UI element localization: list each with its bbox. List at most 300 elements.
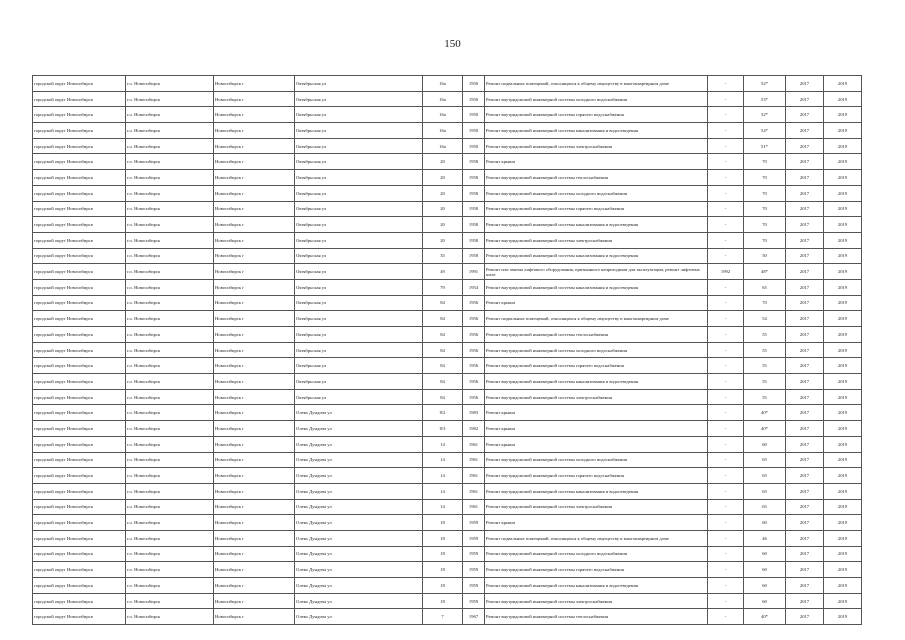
municipality-cell: городской округ Новосибирск bbox=[33, 374, 126, 390]
work-type-cell: Ремонт подвальных помещений, относящихся к общему имуществу в многоквартирном доме bbox=[485, 311, 708, 327]
work-type-cell: Ремонт крыши bbox=[485, 421, 708, 437]
house-number-cell: 18 bbox=[423, 562, 463, 578]
plan-start-year-cell: 2017 bbox=[786, 436, 824, 452]
table-row bbox=[33, 515, 862, 531]
build-year-cell: 1959 bbox=[463, 562, 485, 578]
work-type-cell: Ремонт внутридомовой инженерной системы теплоснабжения bbox=[485, 327, 708, 343]
street-cell: Олеко Дундича ул bbox=[295, 452, 423, 468]
lift-year-cell: - bbox=[708, 546, 744, 562]
house-number-cell: 84 bbox=[423, 358, 463, 374]
build-year-cell: 1956 bbox=[463, 342, 485, 358]
work-type-cell: Ремонт внутридомовой инженерной системы канализования и водоотведения bbox=[485, 123, 708, 139]
plan-start-year-cell: 2017 bbox=[786, 76, 824, 92]
build-year-cell: 1959 bbox=[463, 530, 485, 546]
municipality-cell: городской округ Новосибирск bbox=[33, 342, 126, 358]
municipality-cell: городской округ Новосибирск bbox=[33, 483, 126, 499]
build-year-cell: 1959 bbox=[463, 578, 485, 594]
wear-percent-cell: 65 bbox=[744, 499, 786, 515]
lift-year-cell: - bbox=[708, 232, 744, 248]
city-cell: Новосибирск г bbox=[214, 515, 295, 531]
build-year-cell: 1950 bbox=[463, 107, 485, 123]
municipality-cell: городской округ Новосибирск bbox=[33, 185, 126, 201]
district-cell: г.о. Новосибирск bbox=[126, 546, 214, 562]
work-type-cell: Ремонт внутридомовой инженерной системы холодного водоснабжения bbox=[485, 546, 708, 562]
city-cell: Новосибирск г bbox=[214, 154, 295, 170]
municipality-cell: городской округ Новосибирск bbox=[33, 452, 126, 468]
table-row bbox=[33, 578, 862, 594]
street-cell: Олеко Дундича ул bbox=[295, 468, 423, 484]
street-cell: Олеко Дундича ул bbox=[295, 578, 423, 594]
plan-end-year-cell: 2019 bbox=[824, 530, 862, 546]
district-cell: г.о. Новосибирск bbox=[126, 405, 214, 421]
work-type-cell: Ремонт внутридомовой инженерной системы канализования и водоотведения bbox=[485, 578, 708, 594]
municipality-cell: городской округ Новосибирск bbox=[33, 358, 126, 374]
plan-start-year-cell: 2017 bbox=[786, 232, 824, 248]
municipality-cell: городской округ Новосибирск bbox=[33, 264, 126, 280]
page-number: 150 bbox=[444, 38, 461, 50]
build-year-cell: 1958 bbox=[463, 170, 485, 186]
house-number-cell: 84 bbox=[423, 342, 463, 358]
table-row bbox=[33, 546, 862, 562]
plan-start-year-cell: 2017 bbox=[786, 374, 824, 390]
municipality-cell: городской округ Новосибирск bbox=[33, 436, 126, 452]
municipality-cell: городской округ Новосибирск bbox=[33, 578, 126, 594]
wear-percent-cell: 46 bbox=[744, 530, 786, 546]
house-number-cell: 14 bbox=[423, 483, 463, 499]
house-number-cell: 35 bbox=[423, 248, 463, 264]
plan-start-year-cell: 2017 bbox=[786, 609, 824, 625]
street-cell: Олеко Дундича ул bbox=[295, 499, 423, 515]
city-cell: Новосибирск г bbox=[214, 499, 295, 515]
city-cell: Новосибирск г bbox=[214, 201, 295, 217]
build-year-cell: 1956 bbox=[463, 389, 485, 405]
plan-end-year-cell: 2019 bbox=[824, 107, 862, 123]
plan-end-year-cell: 2019 bbox=[824, 389, 862, 405]
district-cell: г.о. Новосибирск bbox=[126, 232, 214, 248]
lift-year-cell: - bbox=[708, 248, 744, 264]
table-row bbox=[33, 389, 862, 405]
house-number-cell: 84 bbox=[423, 374, 463, 390]
house-number-cell: 16а bbox=[423, 107, 463, 123]
work-type-cell: Ремонт крыши bbox=[485, 295, 708, 311]
plan-end-year-cell: 2019 bbox=[824, 264, 862, 280]
lift-year-cell: - bbox=[708, 342, 744, 358]
street-cell: Октябрьская ул bbox=[295, 327, 423, 343]
street-cell: Октябрьская ул bbox=[295, 201, 423, 217]
work-type-cell: Ремонт подвальных помещений, относящихся к общему имуществу в многоквартирном доме bbox=[485, 530, 708, 546]
plan-end-year-cell: 2019 bbox=[824, 452, 862, 468]
wear-percent-cell: 70 bbox=[744, 154, 786, 170]
work-type-cell: Ремонт внутридомовой инженерной системы теплоснабжения bbox=[485, 170, 708, 186]
wear-percent-cell: 70 bbox=[744, 201, 786, 217]
build-year-cell: 1961 bbox=[463, 452, 485, 468]
municipality-cell: городской округ Новосибирск bbox=[33, 154, 126, 170]
work-type-cell: Ремонт крыши bbox=[485, 515, 708, 531]
plan-start-year-cell: 2017 bbox=[786, 264, 824, 280]
district-cell: г.о. Новосибирск bbox=[126, 185, 214, 201]
table-row bbox=[33, 483, 862, 499]
wear-percent-cell: 55 bbox=[744, 389, 786, 405]
street-cell: Олеко Дундича ул bbox=[295, 421, 423, 437]
lift-year-cell: - bbox=[708, 154, 744, 170]
work-type-cell: Ремонт крыши bbox=[485, 436, 708, 452]
plan-end-year-cell: 2019 bbox=[824, 217, 862, 233]
wear-percent-cell: 53* bbox=[744, 91, 786, 107]
district-cell: г.о. Новосибирск bbox=[126, 358, 214, 374]
work-type-cell: Ремонт внутридомовой инженерной системы канализования и водоотведения bbox=[485, 217, 708, 233]
plan-end-year-cell: 2019 bbox=[824, 76, 862, 92]
street-cell: Олеко Дундича ул bbox=[295, 483, 423, 499]
table-row bbox=[33, 248, 862, 264]
street-cell: Олеко Дундича ул bbox=[295, 405, 423, 421]
plan-end-year-cell: 2019 bbox=[824, 374, 862, 390]
lift-year-cell: - bbox=[708, 138, 744, 154]
street-cell: Октябрьская ул bbox=[295, 279, 423, 295]
municipality-cell: городской округ Новосибирск bbox=[33, 468, 126, 484]
plan-end-year-cell: 2019 bbox=[824, 311, 862, 327]
plan-start-year-cell: 2017 bbox=[786, 217, 824, 233]
plan-end-year-cell: 2019 bbox=[824, 327, 862, 343]
wear-percent-cell: 40* bbox=[744, 609, 786, 625]
plan-start-year-cell: 2017 bbox=[786, 483, 824, 499]
lift-year-cell: - bbox=[708, 76, 744, 92]
street-cell: Октябрьская ул bbox=[295, 232, 423, 248]
house-number-cell: 20 bbox=[423, 217, 463, 233]
plan-end-year-cell: 2019 bbox=[824, 578, 862, 594]
plan-start-year-cell: 2017 bbox=[786, 389, 824, 405]
city-cell: Новосибирск г bbox=[214, 609, 295, 625]
city-cell: Новосибирск г bbox=[214, 311, 295, 327]
lift-year-cell: - bbox=[708, 279, 744, 295]
wear-percent-cell: 54 bbox=[744, 311, 786, 327]
build-year-cell: 1959 bbox=[463, 515, 485, 531]
table-row bbox=[33, 358, 862, 374]
lift-year-cell: - bbox=[708, 483, 744, 499]
street-cell: Олеко Дундича ул bbox=[295, 546, 423, 562]
work-type-cell: Ремонт подвальных помещений, относящихся к общему имуществу в многоквартирном доме bbox=[485, 76, 708, 92]
street-cell: Октябрьская ул bbox=[295, 374, 423, 390]
street-cell: Олеко Дундича ул bbox=[295, 515, 423, 531]
district-cell: г.о. Новосибирск bbox=[126, 499, 214, 515]
wear-percent-cell: 60 bbox=[744, 546, 786, 562]
plan-end-year-cell: 2019 bbox=[824, 154, 862, 170]
plan-start-year-cell: 2017 bbox=[786, 515, 824, 531]
city-cell: Новосибирск г bbox=[214, 421, 295, 437]
house-number-cell: 14 bbox=[423, 436, 463, 452]
municipality-cell: городской округ Новосибирск bbox=[33, 327, 126, 343]
work-type-cell: Ремонт внутридомовой инженерной системы горячего водоснабжения bbox=[485, 468, 708, 484]
municipality-cell: городской округ Новосибирск bbox=[33, 107, 126, 123]
street-cell: Олеко Дундича ул bbox=[295, 562, 423, 578]
district-cell: г.о. Новосибирск bbox=[126, 154, 214, 170]
build-year-cell: 1982 bbox=[463, 421, 485, 437]
city-cell: Новосибирск г bbox=[214, 405, 295, 421]
plan-end-year-cell: 2019 bbox=[824, 232, 862, 248]
house-number-cell: 84 bbox=[423, 327, 463, 343]
lift-year-cell: - bbox=[708, 123, 744, 139]
plan-end-year-cell: 2019 bbox=[824, 499, 862, 515]
house-number-cell: 14 bbox=[423, 468, 463, 484]
work-type-cell: Ремонт крыши bbox=[485, 405, 708, 421]
house-number-cell: 18 bbox=[423, 530, 463, 546]
table-row bbox=[33, 405, 862, 421]
district-cell: г.о. Новосибирск bbox=[126, 578, 214, 594]
plan-start-year-cell: 2017 bbox=[786, 107, 824, 123]
street-cell: Октябрьская ул bbox=[295, 311, 423, 327]
lift-year-cell: - bbox=[708, 578, 744, 594]
district-cell: г.о. Новосибирск bbox=[126, 342, 214, 358]
city-cell: Новосибирск г bbox=[214, 107, 295, 123]
municipality-cell: городской округ Новосибирск bbox=[33, 91, 126, 107]
district-cell: г.о. Новосибирск bbox=[126, 436, 214, 452]
city-cell: Новосибирск г bbox=[214, 452, 295, 468]
street-cell: Октябрьская ул bbox=[295, 76, 423, 92]
plan-start-year-cell: 2017 bbox=[786, 170, 824, 186]
table-row bbox=[33, 185, 862, 201]
municipality-cell: городской округ Новосибирск bbox=[33, 515, 126, 531]
lift-year-cell: - bbox=[708, 107, 744, 123]
city-cell: Новосибирск г bbox=[214, 389, 295, 405]
plan-end-year-cell: 2019 bbox=[824, 138, 862, 154]
build-year-cell: 1958 bbox=[463, 217, 485, 233]
plan-start-year-cell: 2017 bbox=[786, 405, 824, 421]
table-row bbox=[33, 593, 862, 609]
house-number-cell: 8/2 bbox=[423, 405, 463, 421]
wear-percent-cell: 70 bbox=[744, 170, 786, 186]
municipality-cell: городской округ Новосибирск bbox=[33, 170, 126, 186]
wear-percent-cell: 48* bbox=[744, 264, 786, 280]
house-number-cell: 84 bbox=[423, 389, 463, 405]
wear-percent-cell: 65 bbox=[744, 452, 786, 468]
table-row bbox=[33, 264, 862, 280]
lift-year-cell: - bbox=[708, 295, 744, 311]
city-cell: Новосибирск г bbox=[214, 327, 295, 343]
house-number-cell: 18 bbox=[423, 578, 463, 594]
street-cell: Октябрьская ул bbox=[295, 138, 423, 154]
lift-year-cell: - bbox=[708, 499, 744, 515]
lift-year-cell: - bbox=[708, 452, 744, 468]
street-cell: Октябрьская ул bbox=[295, 217, 423, 233]
plan-end-year-cell: 2019 bbox=[824, 185, 862, 201]
municipality-cell: городской округ Новосибирск bbox=[33, 405, 126, 421]
plan-end-year-cell: 2019 bbox=[824, 358, 862, 374]
work-type-cell: Ремонт или замена лифтового оборудования, признанного непригодным для эксплуатации, ремонт лифтовых шахт bbox=[485, 264, 708, 280]
house-number-cell: 79 bbox=[423, 279, 463, 295]
build-year-cell: 1950 bbox=[463, 138, 485, 154]
district-cell: г.о. Новосибирск bbox=[126, 483, 214, 499]
district-cell: г.о. Новосибирск bbox=[126, 217, 214, 233]
table-row bbox=[33, 530, 862, 546]
table-row bbox=[33, 154, 862, 170]
municipality-cell: городской округ Новосибирск bbox=[33, 311, 126, 327]
plan-end-year-cell: 2019 bbox=[824, 405, 862, 421]
city-cell: Новосибирск г bbox=[214, 530, 295, 546]
wear-percent-cell: 60 bbox=[744, 593, 786, 609]
wear-percent-cell: 60 bbox=[744, 578, 786, 594]
wear-percent-cell: 55 bbox=[744, 374, 786, 390]
table-row bbox=[33, 499, 862, 515]
municipality-cell: городской округ Новосибирск bbox=[33, 609, 126, 625]
wear-percent-cell: 60 bbox=[744, 436, 786, 452]
municipality-cell: городской округ Новосибирск bbox=[33, 232, 126, 248]
city-cell: Новосибирск г bbox=[214, 358, 295, 374]
plan-end-year-cell: 2019 bbox=[824, 123, 862, 139]
build-year-cell: 1956 bbox=[463, 311, 485, 327]
city-cell: Новосибирск г bbox=[214, 593, 295, 609]
municipality-cell: городской округ Новосибирск bbox=[33, 295, 126, 311]
district-cell: г.о. Новосибирск bbox=[126, 295, 214, 311]
plan-start-year-cell: 2017 bbox=[786, 593, 824, 609]
district-cell: г.о. Новосибирск bbox=[126, 311, 214, 327]
house-number-cell: 20 bbox=[423, 232, 463, 248]
lift-year-cell: - bbox=[708, 515, 744, 531]
build-year-cell: 1950 bbox=[463, 76, 485, 92]
city-cell: Новосибирск г bbox=[214, 76, 295, 92]
city-cell: Новосибирск г bbox=[214, 138, 295, 154]
city-cell: Новосибирск г bbox=[214, 483, 295, 499]
wear-percent-cell: 65 bbox=[744, 279, 786, 295]
municipality-cell: городской округ Новосибирск bbox=[33, 217, 126, 233]
plan-start-year-cell: 2017 bbox=[786, 201, 824, 217]
city-cell: Новосибирск г bbox=[214, 217, 295, 233]
work-type-cell: Ремонт внутридомовой инженерной системы канализования и водоотведения bbox=[485, 279, 708, 295]
district-cell: г.о. Новосибирск bbox=[126, 76, 214, 92]
works-table-container bbox=[32, 75, 862, 625]
city-cell: Новосибирск г bbox=[214, 91, 295, 107]
district-cell: г.о. Новосибирск bbox=[126, 107, 214, 123]
district-cell: г.о. Новосибирск bbox=[126, 530, 214, 546]
plan-start-year-cell: 2017 bbox=[786, 91, 824, 107]
district-cell: г.о. Новосибирск bbox=[126, 201, 214, 217]
wear-percent-cell: 70 bbox=[744, 232, 786, 248]
lift-year-cell: - bbox=[708, 374, 744, 390]
wear-percent-cell: 50 bbox=[744, 248, 786, 264]
district-cell: г.о. Новосибирск bbox=[126, 123, 214, 139]
plan-end-year-cell: 2019 bbox=[824, 421, 862, 437]
house-number-cell: 20 bbox=[423, 185, 463, 201]
plan-start-year-cell: 2017 bbox=[786, 530, 824, 546]
work-type-cell: Ремонт внутридомовой инженерной системы электроснабжения bbox=[485, 389, 708, 405]
district-cell: г.о. Новосибирск bbox=[126, 593, 214, 609]
plan-end-year-cell: 2019 bbox=[824, 546, 862, 562]
build-year-cell: 1958 bbox=[463, 185, 485, 201]
work-type-cell: Ремонт внутридомовой инженерной системы холодного водоснабжения bbox=[485, 185, 708, 201]
wear-percent-cell: 70 bbox=[744, 185, 786, 201]
lift-year-cell: - bbox=[708, 436, 744, 452]
street-cell: Октябрьская ул bbox=[295, 170, 423, 186]
lift-year-cell: - bbox=[708, 91, 744, 107]
plan-start-year-cell: 2017 bbox=[786, 546, 824, 562]
lift-year-cell: - bbox=[708, 170, 744, 186]
district-cell: г.о. Новосибирск bbox=[126, 421, 214, 437]
street-cell: Октябрьская ул bbox=[295, 185, 423, 201]
municipality-cell: городской округ Новосибирск bbox=[33, 389, 126, 405]
house-number-cell: 18 bbox=[423, 593, 463, 609]
lift-year-cell: 1992 bbox=[708, 264, 744, 280]
city-cell: Новосибирск г bbox=[214, 342, 295, 358]
plan-end-year-cell: 2019 bbox=[824, 515, 862, 531]
district-cell: г.о. Новосибирск bbox=[126, 374, 214, 390]
house-number-cell: 7 bbox=[423, 609, 463, 625]
plan-start-year-cell: 2017 bbox=[786, 499, 824, 515]
lift-year-cell: - bbox=[708, 421, 744, 437]
house-number-cell: 8/3 bbox=[423, 421, 463, 437]
street-cell: Октябрьская ул bbox=[295, 389, 423, 405]
work-type-cell: Ремонт внутридомовой инженерной системы холодного водоснабжения bbox=[485, 452, 708, 468]
plan-start-year-cell: 2017 bbox=[786, 185, 824, 201]
lift-year-cell: - bbox=[708, 311, 744, 327]
wear-percent-cell: 70 bbox=[744, 295, 786, 311]
wear-percent-cell: 65 bbox=[744, 483, 786, 499]
house-number-cell: 16а bbox=[423, 91, 463, 107]
municipality-cell: городской округ Новосибирск bbox=[33, 593, 126, 609]
build-year-cell: 1956 bbox=[463, 358, 485, 374]
table-row bbox=[33, 232, 862, 248]
work-type-cell: Ремонт внутридомовой инженерной системы электроснабжения bbox=[485, 499, 708, 515]
plan-start-year-cell: 2017 bbox=[786, 562, 824, 578]
city-cell: Новосибирск г bbox=[214, 578, 295, 594]
district-cell: г.о. Новосибирск bbox=[126, 279, 214, 295]
district-cell: г.о. Новосибирск bbox=[126, 138, 214, 154]
house-number-cell: 16а bbox=[423, 123, 463, 139]
table-row bbox=[33, 138, 862, 154]
plan-start-year-cell: 2017 bbox=[786, 123, 824, 139]
plan-start-year-cell: 2017 bbox=[786, 342, 824, 358]
district-cell: г.о. Новосибирск bbox=[126, 389, 214, 405]
build-year-cell: 1956 bbox=[463, 327, 485, 343]
house-number-cell: 20 bbox=[423, 170, 463, 186]
wear-percent-cell: 55 bbox=[744, 342, 786, 358]
house-number-cell: 14 bbox=[423, 452, 463, 468]
street-cell: Олеко Дундича ул bbox=[295, 609, 423, 625]
district-cell: г.о. Новосибирск bbox=[126, 452, 214, 468]
municipality-cell: городской округ Новосибирск bbox=[33, 248, 126, 264]
table-row bbox=[33, 107, 862, 123]
street-cell: Октябрьская ул bbox=[295, 107, 423, 123]
house-number-cell: 14 bbox=[423, 499, 463, 515]
district-cell: г.о. Новосибирск bbox=[126, 170, 214, 186]
lift-year-cell: - bbox=[708, 405, 744, 421]
district-cell: г.о. Новосибирск bbox=[126, 468, 214, 484]
build-year-cell: 1954 bbox=[463, 279, 485, 295]
house-number-cell: 18 bbox=[423, 515, 463, 531]
work-type-cell: Ремонт внутридомовой инженерной системы канализования и водоотведения bbox=[485, 374, 708, 390]
plan-start-year-cell: 2017 bbox=[786, 279, 824, 295]
table-row bbox=[33, 436, 862, 452]
build-year-cell: 1959 bbox=[463, 593, 485, 609]
table-row bbox=[33, 91, 862, 107]
lift-year-cell: - bbox=[708, 593, 744, 609]
district-cell: г.о. Новосибирск bbox=[126, 91, 214, 107]
lift-year-cell: - bbox=[708, 201, 744, 217]
house-number-cell: 84 bbox=[423, 311, 463, 327]
plan-start-year-cell: 2017 bbox=[786, 248, 824, 264]
plan-end-year-cell: 2019 bbox=[824, 593, 862, 609]
table-row bbox=[33, 76, 862, 92]
plan-start-year-cell: 2017 bbox=[786, 468, 824, 484]
table-row bbox=[33, 311, 862, 327]
build-year-cell: 1961 bbox=[463, 483, 485, 499]
build-year-cell: 1961 bbox=[463, 436, 485, 452]
build-year-cell: 1956 bbox=[463, 374, 485, 390]
city-cell: Новосибирск г bbox=[214, 264, 295, 280]
build-year-cell: 1956 bbox=[463, 295, 485, 311]
district-cell: г.о. Новосибирск bbox=[126, 248, 214, 264]
plan-end-year-cell: 2019 bbox=[824, 609, 862, 625]
build-year-cell: 1958 bbox=[463, 248, 485, 264]
district-cell: г.о. Новосибирск bbox=[126, 264, 214, 280]
city-cell: Новосибирск г bbox=[214, 374, 295, 390]
